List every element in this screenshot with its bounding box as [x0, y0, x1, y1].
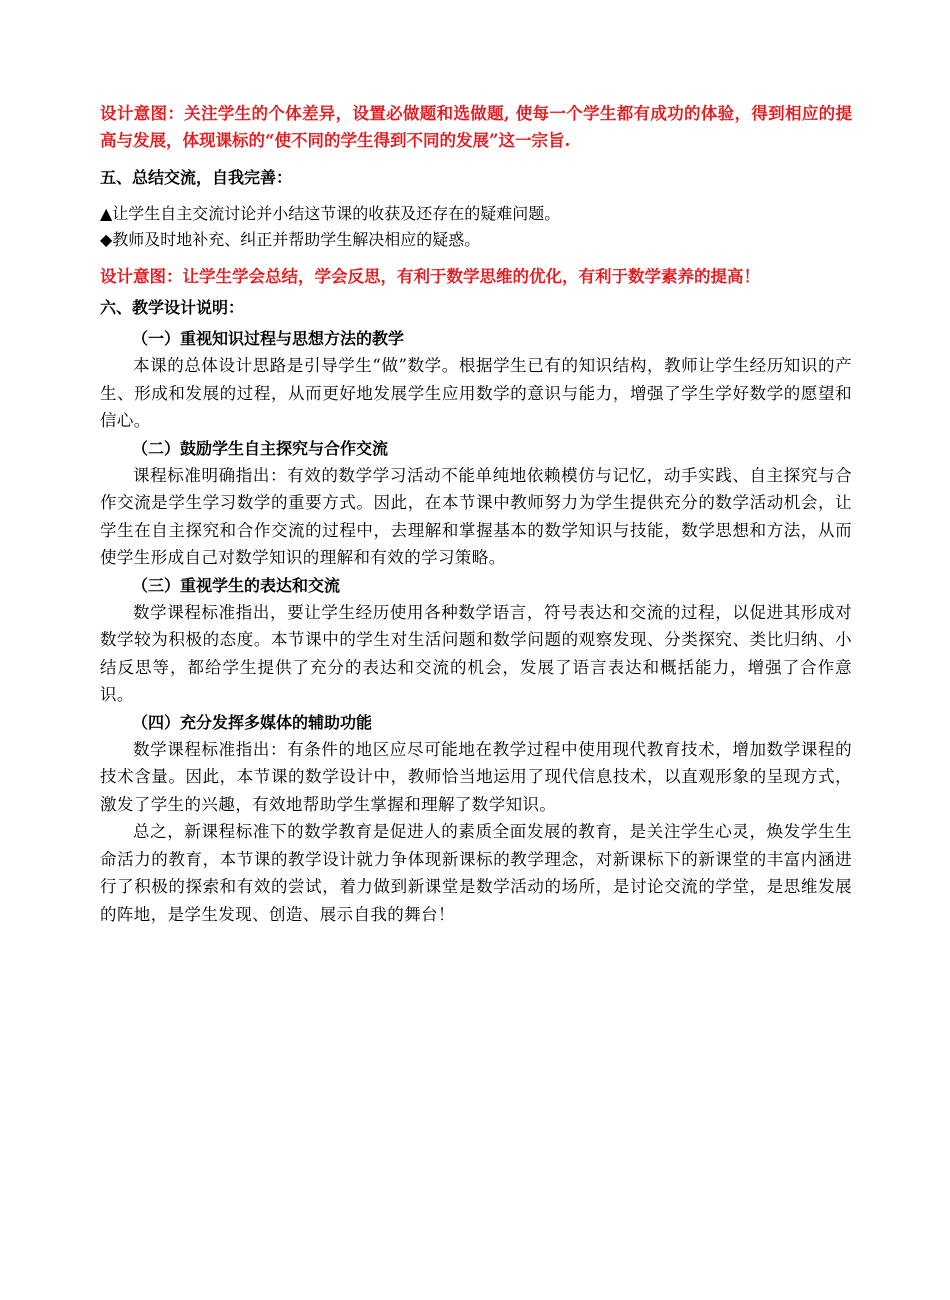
subsection-1-title: （一）重视知识过程与思想方法的教学	[132, 329, 405, 348]
subsection-3-text: 数学课程标准指出，要让学生经历使用各种数学语言，符号表达和交流的过程，以促进其形成对数学较为积极的态度。本节课中的学生对生活问题和数学问题的观察发现、分类探究、类比归纳、小结反思等，都给学生提供了充分的表达和交流的机会，发展了语言表达和概括能力，增强了合作意识。	[100, 602, 852, 704]
bullet-item-1: ▲让学生自主交流讨论并小结这节课的收获及还存在的疑难问题。	[100, 204, 561, 223]
conclusion-text: 总之，新课程标准下的数学教育是促进人的素质全面发展的教育，是关注学生心灵，焕发学生生命活力的教育，本节课的教学设计就力争体现新课标的教学理念，对新课标下的新课堂的丰富内涵进行了积极的探索和有效的尝试，着力做到新课堂是数学活动的场所，是讨论交流的学堂，是思维发展的阵地，是学生发现、创造、展示自我的舞台！	[100, 822, 852, 924]
bullet-item-2: ◆教师及时地补充、纠正并帮助学生解决相应的疑惑。	[100, 230, 481, 249]
document-page	[100, 100, 852, 928]
section-5-title: 五、总结交流，自我完善：	[100, 168, 293, 187]
subsection-1-text: 本课的总体设计思路是引导学生“做”数学。根据学生已有的知识结构，教师让学生经历知识的产生、形成和发展的过程，从而更好地发展学生应用数学的意识与能力，增强了学生学好数学的愿望和信心。	[100, 356, 852, 430]
subsection-4-title: （四）充分发挥多媒体的辅助功能	[132, 712, 373, 732]
subsection-2-text: 课程标准明确指出：有效的数学学习活动不能单纯地依赖模仿与记忆，动手实践、自主探究与合作交流是学生学习数学的重要方式。因此，在本节课中教师努力为学生提供充分的数学活动机会，让学生在自主探究和合作交流的过程中，去理解和掌握基本的数学知识与技能，数学思想和方法，从而使学生形成自己对数学知识的理解和有效的学习策略。	[100, 465, 852, 567]
subsection-2-title: （二）鼓励学生自主探究与合作交流	[132, 438, 389, 458]
subsection-4-text: 数学课程标准指出：有条件的地区应尽可能地在教学过程中使用现代教育技术，增加数学课程的技术含量。因此，本节课的数学设计中，教师恰当地运用了现代信息技术，以直观形象的呈现方式，激发了学生的兴趣，有效地帮助学生掌握和理解了数学知识。	[100, 739, 852, 814]
section-6-title: 六、教学设计说明：	[100, 298, 245, 317]
design-intent-1: 设计意图：关注学生的个体差异，设置必做题和选做题, 使每一个学生都有成功的体验，得到相应的提高与发展，体现课标的“使不同的学生得到不同的发展”这一宗旨.	[100, 104, 852, 150]
design-intent-2: 设计意图：让学生学会总结，学会反思，有利于数学思维的优化，有利于数学素养的提高！	[100, 267, 760, 286]
subsection-3-title: （三）重视学生的表达和交流	[132, 575, 341, 595]
